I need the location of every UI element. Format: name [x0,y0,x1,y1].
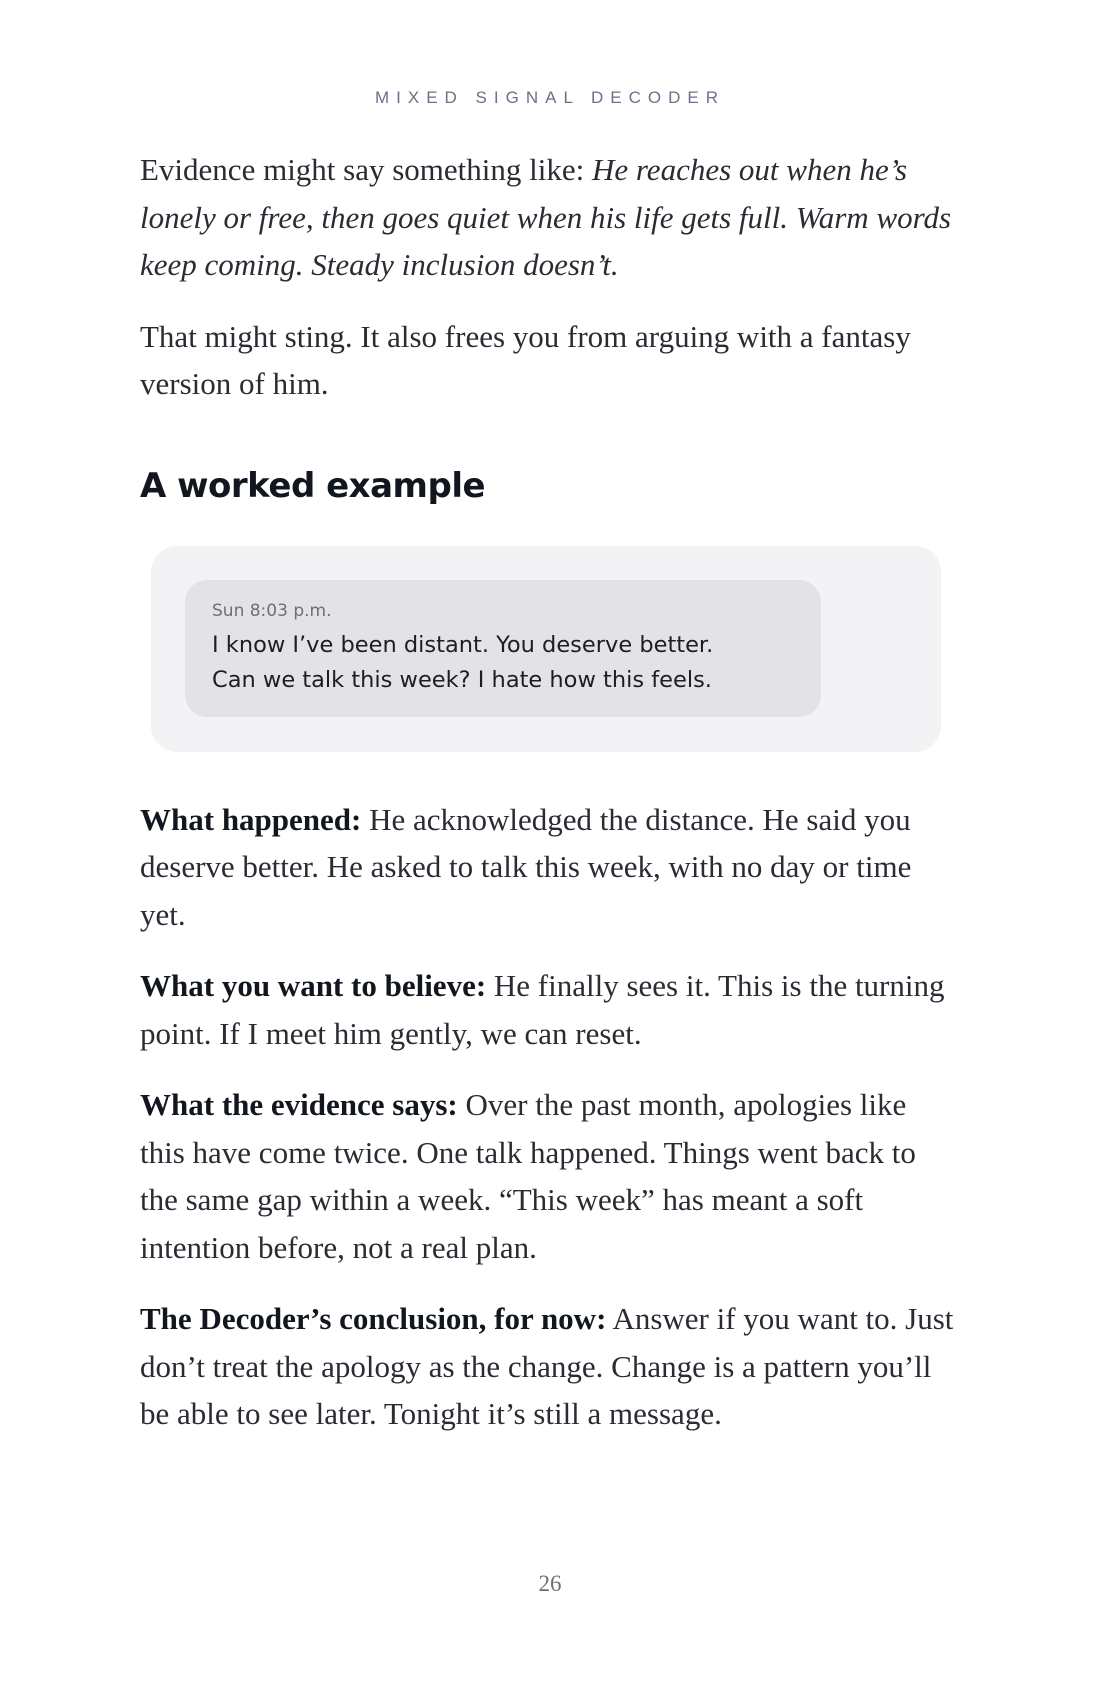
message-timestamp: Sun 8:03 p.m. [212,600,332,621]
message-line: I know I’ve been distant. You deserve better. [212,631,714,658]
conclusion-text: Answer if you want to. Just don’t treat the apology as the change. Change is a pattern you’ll be able to see later. Tonight it’s still a message. [140,1301,954,1431]
running-header: MIXED SIGNAL DECODER [374,88,726,107]
message-line: Can we talk this week? I hate how this feels. [212,666,712,693]
sting-paragraph: That might sting. It also frees you from arguing with a fantasy version of him. [140,318,911,401]
want-to-believe-text: He finally sees it. This is the turning point. If I meet him gently, we can reset. [140,968,945,1051]
message-text [212,628,795,698]
message-screenshot [151,546,941,752]
want-to-believe-paragraph [140,962,956,1057]
evidence-says-label: What the evidence says: [140,1087,458,1122]
want-to-believe-label: What you want to believe: [140,968,487,1003]
page-number: 26 [538,1571,562,1596]
message-bubble [185,580,821,717]
conclusion-paragraph [140,1295,956,1438]
evidence-paragraph [140,146,956,289]
evidence-quote: He reaches out when he’s lonely or free, then goes quiet when his life gets full. Warm words keep coming. Steady inclusion doesn’t. [140,152,952,282]
section-heading: A worked example [140,465,486,506]
evidence-lead: Evidence might say something like: [140,152,592,187]
conclusion-label: The Decoder’s conclusion, for now: [140,1301,607,1336]
evidence-says-text: Over the past month, apologies like this have come twice. One talk happened. Things went back to the same gap within a week. “This week” has meant a soft intention before, not a real plan. [140,1087,916,1265]
what-happened-text: He acknowledged the distance. He said you deserve better. He asked to talk this week, with no day or time yet. [140,801,912,932]
evidence-says-paragraph [140,1081,956,1271]
what-happened-label: What happened: [140,801,362,837]
what-happened-paragraph [140,796,956,939]
page-body [140,146,956,1462]
